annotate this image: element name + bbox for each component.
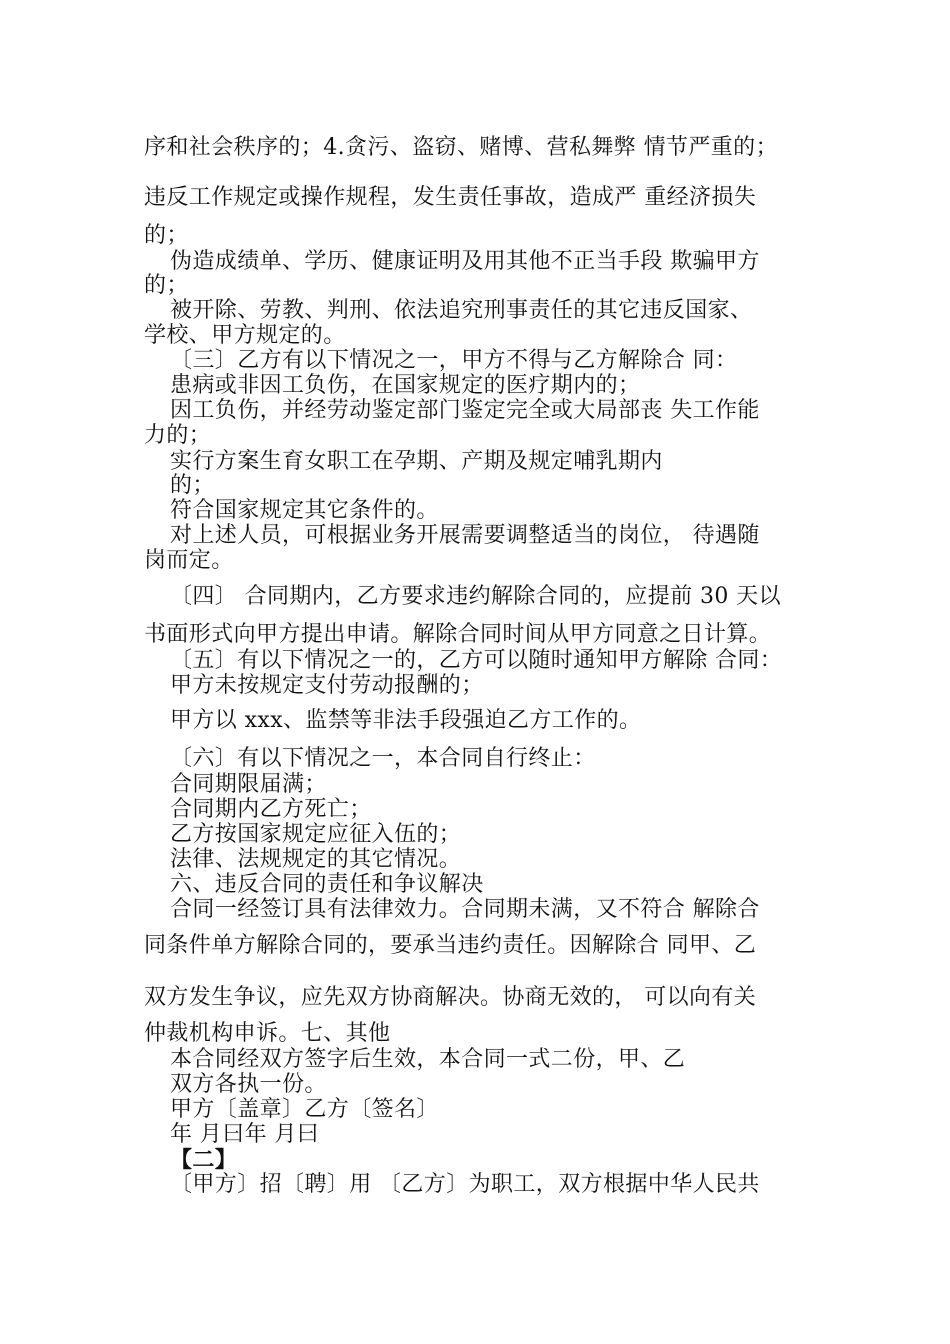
text-line: 符合国家规定其它条件的。 [170,498,439,523]
text-line: 合同期内乙方死亡； [170,797,372,822]
text-line: 的； [144,223,189,248]
text-line: 合同一经签订具有法律效力。合同期未满，又不符合 解除合 [170,897,760,922]
text-line: 的； [170,473,215,498]
text-line: 患病或非因工负伤，在国家规定的医疗期内的； [170,373,641,398]
section-heading: 〔五〕有以下情况之一的，乙方可以随时通知甲方解除 合同： [170,648,783,673]
text-line: 违反工作规定或操作规程，发生责任事故，造成严 重经济损失 [144,185,757,210]
section-heading: 〔四〕 合同期内，乙方要求违约解除合同的，应提前 30 天以 [170,584,781,609]
text-line: 双方发生争议，应先双方协商解决。协商无效的， 可以向有关 [144,985,757,1010]
text-line: 双方各执一份。 [170,1072,327,1097]
text-line: 仲裁机构申诉。七、其他 [144,1021,391,1046]
text-line: 序和社会秩序的；4.贪污、盗窃、赌博、营私舞弊 情节严重的； [144,135,778,160]
text-line: 伪造成绩单、学历、健康证明及用其他不正当手段 欺骗甲方 [170,249,760,274]
text-line: 合同期限届满； [170,772,327,797]
text-line: 的； [144,273,189,298]
text-line: 被开除、劳教、判刑、依法追究刑事责任的其它违反国家、 [170,298,753,323]
date-line: 年 月曰年 月曰 [170,1122,320,1147]
text-line: 甲方以 xxx、监禁等非法手段强迫乙方工作的。 [170,708,642,733]
text-line: 同条件单方解除合同的，要承当违约责任。因解除合 同甲、乙 [144,933,757,958]
text-line: 学校、甲方规定的。 [144,323,346,348]
text-line: 书面形式向甲方提出申请。解除合同时间从甲方同意之日计算。 [144,622,772,647]
text-line: 甲方未按规定支付劳动报酬的； [170,673,484,698]
text-line: 法律、法规规定的其它情况。 [170,847,462,872]
text-line: 对上述人员，可根据业务开展需要调整适当的岗位， 待遇随 [170,523,760,548]
signature-line: 甲方〔盖章〕乙方〔签名〕 [170,1097,439,1122]
text-line: 实行方案生育女职工在孕期、产期及规定哺乳期内 [170,449,663,474]
text-line: 〔甲方〕招〔聘〕用 〔乙方〕为职工，双方根据中华人民共 [170,1172,760,1197]
section-heading: 〔六〕有以下情况之一，本合同自行终止： [170,746,596,771]
text-line: 岗而定。 [144,548,234,573]
section-marker: 【二】 [170,1147,238,1173]
text-line: 力的； [144,423,212,448]
section-heading: 六、违反合同的责任和争议解决 [170,872,484,897]
text-line: 乙方按国家规定应征入伍的； [170,822,462,847]
section-heading: 〔三〕乙方有以下情况之一，甲方不得与乙方解除合 同： [170,348,738,373]
text-line: 因工负伤，并经劳动鉴定部门鉴定完全或大局部丧 失工作能 [170,398,760,423]
text-line: 本合同经双方签字后生效，本合同一式二份，甲、乙 [170,1047,686,1072]
